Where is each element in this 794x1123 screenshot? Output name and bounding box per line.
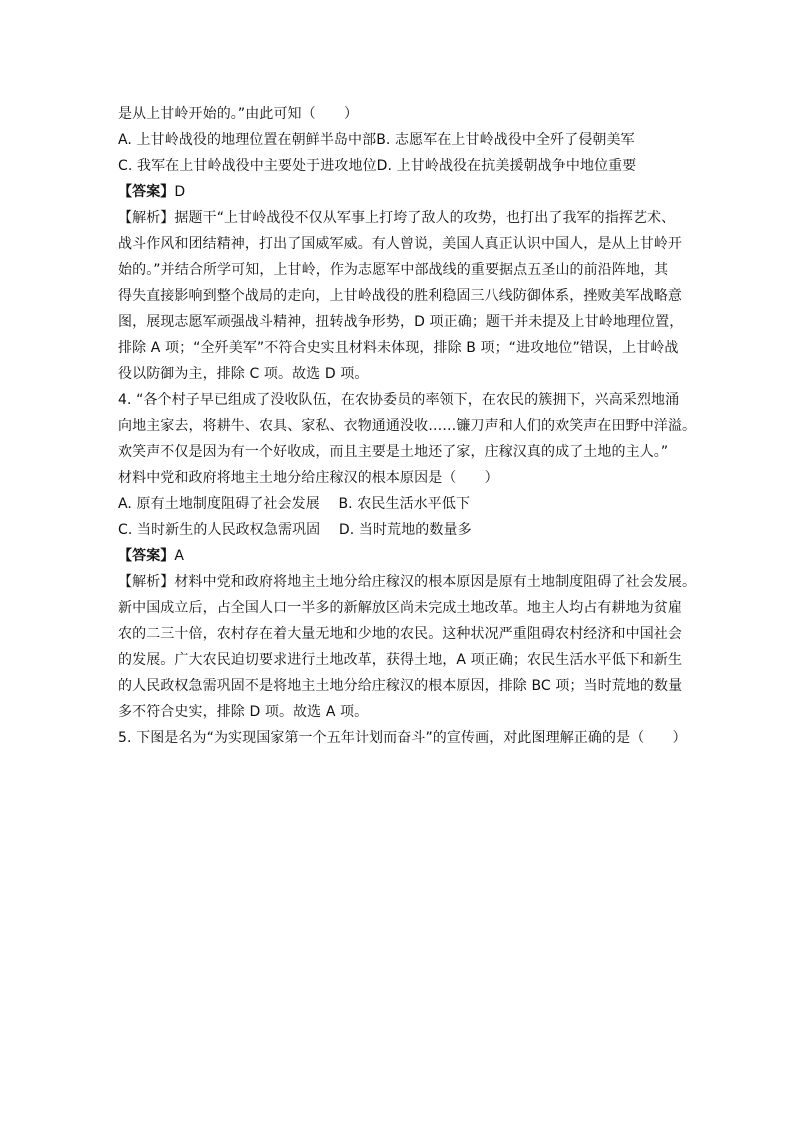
- q3-answer: [118, 179, 688, 205]
- q3-analysis-line-3: 始的。”并结合所学可知，上甘岭，作为志愿军中部战线的重要据点五圣山的前沿阵地，其: [118, 262, 669, 278]
- q4-analysis-line-5: 的人民政权急需巩固不是将地主土地分给庄稼汉的根本原因，排除 BC 项；当时荒地的数量: [118, 678, 683, 694]
- q4-analysis-line-4: 的发展。广大农民迫切要求进行土地改革，获得土地，A 项正确；农民生活水平低下和新生: [118, 652, 683, 668]
- q4-analysis-line-3: 农的二三十倍，农村存在着大量无地和少地的农民。这种状况严重阻碍农村经济和中国社会: [118, 626, 682, 642]
- q4-stem-line-4: 材料中党和政府将地主土地分给庄稼汉的根本原因是（ ）: [118, 470, 499, 486]
- q3-option-line-2: C. 我军在上甘岭战役中主要处于进攻地位D. 上甘岭战役在抗美援朝战争中地位重要: [118, 158, 637, 174]
- q4-analysis-line-6: 多不符合史实，排除 D 项。故选 A 项。: [118, 704, 369, 720]
- q4-option-line-2: C. 当时新生的人民政权急需巩固 D. 当时荒地的数量多: [118, 522, 472, 538]
- q4-stem-line-1: 4. “各个村子早已组成了没收队伍，在农协委员的率领下，在农民的簇拥下，兴高采烈地涌: [118, 392, 680, 408]
- q3-answer-label: 【答案】: [118, 184, 175, 200]
- q4-stem-line-3: 欢笑声不仅是因为有一个好收成，而且主要是土地还了家，庄稼汉真的成了土地的主人。”: [118, 444, 669, 460]
- q4-answer-label: 【答案】: [118, 548, 175, 564]
- q4-answer-value: A: [174, 548, 185, 564]
- q3-answer-value: D: [174, 184, 186, 200]
- q4-answer: [118, 543, 688, 569]
- q3-analysis-line-7: 役以防御为主，排除 C 项。故选 D 项。: [118, 366, 369, 382]
- q3-option-line-1: A. 上甘岭战役的地理位置在朝鲜半岛中部B. 志愿军在上甘岭战役中全歼了侵朝美军: [118, 132, 635, 148]
- q3-analysis-line-2: 战斗作风和团结精神，打出了国威军威。有人曾说，美国人真正认识中国人，是从上甘岭开: [118, 236, 682, 252]
- page-content: [118, 101, 697, 751]
- q3-analysis-line-4: 得失直接影响到整个战局的走向，上甘岭战役的胜利稳固三八线防御体系，挫败美军战略意: [118, 288, 682, 304]
- q4-analysis-line-2: 新中国成立后，占全国人口一半多的新解放区尚未完成土地改革。地主人均占有耕地为贫雇: [118, 600, 682, 616]
- q4-option-line-1: A. 原有土地制度阻碍了社会发展 B. 农民生活水平低下: [118, 496, 471, 512]
- q3-analysis-line-1: 【解析】据题干“上甘岭战役不仅从军事上打垮了敌人的攻势，也打出了我军的指挥艺术、: [118, 210, 676, 226]
- q3-analysis-line-6: 排除 A 项；“全歼美军”不符合史实且材料未体现，排除 B 项；“进攻地位”错误，上甘岭战: [118, 340, 679, 356]
- q3-analysis-line-5: 图，展现志愿军顽强战斗精神，扭转战争形势，D 项正确；题干并未提及上甘岭地理位置，: [118, 314, 684, 330]
- q4-stem-line-2: 向地主家去，将耕牛、农具、家私、衣物通通没收……镰刀声和人们的欢笑声在田野中洋溢。: [118, 418, 697, 434]
- q5-stem: 5. 下图是名为“为实现国家第一个五年计划而奋斗”的宣传画，对此图理解正确的是（ ）: [118, 730, 687, 746]
- q3-stem-tail: 是从上甘岭开始的。”由此可知（ ）: [118, 106, 359, 122]
- q4-analysis-line-1: 【解析】材料中党和政府将地主土地分给庄稼汉的根本原因是原有土地制度阻碍了社会发展。: [118, 574, 697, 590]
